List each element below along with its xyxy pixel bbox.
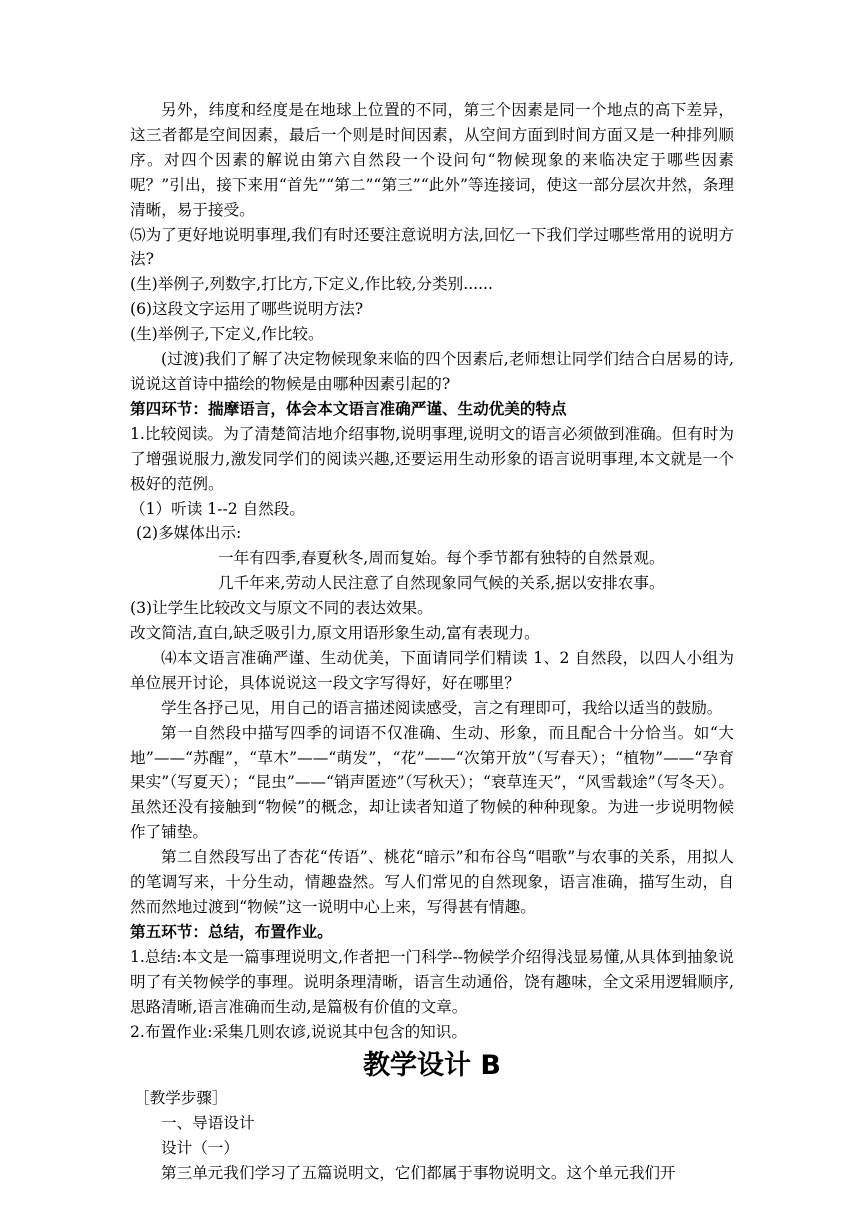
document-title: 教学设计 B [363,1050,501,1082]
section-heading-5: 第五环节：总结，布置作业。 [130,922,333,941]
quoted-line: 几千年来,劳动人民注意了自然现象同气候的关系,据以安排农事。 [218,574,665,593]
section-heading-4: 第四环节：揣摩语言，体会本文语言准确严谨、生动优美的特点 [130,399,567,418]
paragraph: 另外，纬度和经度是在地球上位置的不同，第三个因素是同一个地点的高下差异，这三者都是空间因素，最后一个则是时间因素，从空间方面到时间方面又是一种排列顺序。对四个因素的解说由第六自然段一个设问句“物候现象的来临决定于哪些因素呢？”引出，接下来用“首先”“第二”“第三”“此外”等连接词，使这一部分层次井然，条理清晰，易于接受。 [130,101,734,219]
step-label: ［教学步骤］ [134,1089,228,1108]
paragraph: (6)这段文字运用了哪些说明方法? [130,300,364,319]
quoted-line: 一年有四季,春夏秋冬,周而复始。每个季节都有独特的自然景观。 [218,549,665,568]
paragraph: (生)举例子,列数字,打比方,下定义,作比较,分类别...... [130,275,493,294]
paragraph: 第一自然段中描写四季的词语不仅准确、生动、形象，而且配合十分恰当。如“大地”——“苏醒”，“草木”——“萌发”，“花”——“次第开放”（写春天）；“植物”——“孕育果实”（写夏天）；“昆虫”——“销声匿迹”（写秋天）；“衰草连天”，“风雪载途”（写冬天）。虽然还没有接触到“物候”的概念，却让读者知道了物候的种种现象。为进一步说明物候作了铺垫。 [130,723,734,842]
paragraph: 第二自然段写出了杏花“传语”、桃花“暗示”和布谷鸟“唱歌”与农事的关系，用拟人的笔调写来，十分生动，情趣盎然。写人们常见的自然现象，语言准确，描写生动，自然而然地过渡到“物候”这一说明中心上来，写得甚有情趣。 [130,848,734,916]
paragraph: 学生各抒己见，用自己的语言描述阅读感受，言之有理即可，我给以适当的鼓励。 [161,698,723,717]
paragraph: ⑸为了更好地说明事理,我们有时还要注意说明方法,回忆一下我们学过哪些常用的说明方法? [130,225,734,269]
paragraph: 改文简洁,直白,缺乏吸引力,原文用语形象生动,富有表现力。 [130,624,540,643]
paragraph: (2)多媒体出示: [136,524,242,543]
paragraph: 第三单元我们学习了五篇说明文，它们都属于事物说明文。这个单元我们开 [161,1164,676,1183]
paragraph: (过渡)我们了解了决定物候现象来临的四个因素后,老师想让同学们结合白居易的诗,说说这首诗中描绘的物候是由哪种因素引起的? [130,350,734,393]
step-subheading: 设计（一） [161,1139,239,1158]
paragraph: (3)让学生比较改文与原文不同的表达效果。 [130,599,433,618]
document-body [130,98,734,1186]
paragraph: (生)举例子,下定义,作比较。 [130,325,324,344]
paragraph: ⑷本文语言准确严谨、生动优美，下面请同学们精读 1、2 自然段，以四人小组为单位展开讨论，具体说说这一段文字写得好，好在哪里？ [130,648,734,692]
paragraph: （1）听读 1--2 自然段。 [130,499,305,518]
paragraph: 1.比较阅读。为了清楚简洁地介绍事物,说明事理,说明文的语言必须做到准确。但有时为了增强说服力,激发同学们的阅读兴趣,还要运用生动形象的语言说明事理,本文就是一个极好的范例。 [130,424,734,493]
step-heading: 一、导语设计 [161,1114,255,1133]
paragraph: 1.总结:本文是一篇事理说明文,作者把一门科学--物候学介绍得浅显易懂,从具体到抽象说明了有关物候学的事理。说明条理清晰，语言生动通俗，饶有趣味，全文采用逻辑顺序,思路清晰,语言准确而生动,是篇极有价值的文章。 [130,947,734,1016]
paragraph: 2.布置作业:采集几则农谚,说说其中包含的知识。 [130,1022,467,1041]
